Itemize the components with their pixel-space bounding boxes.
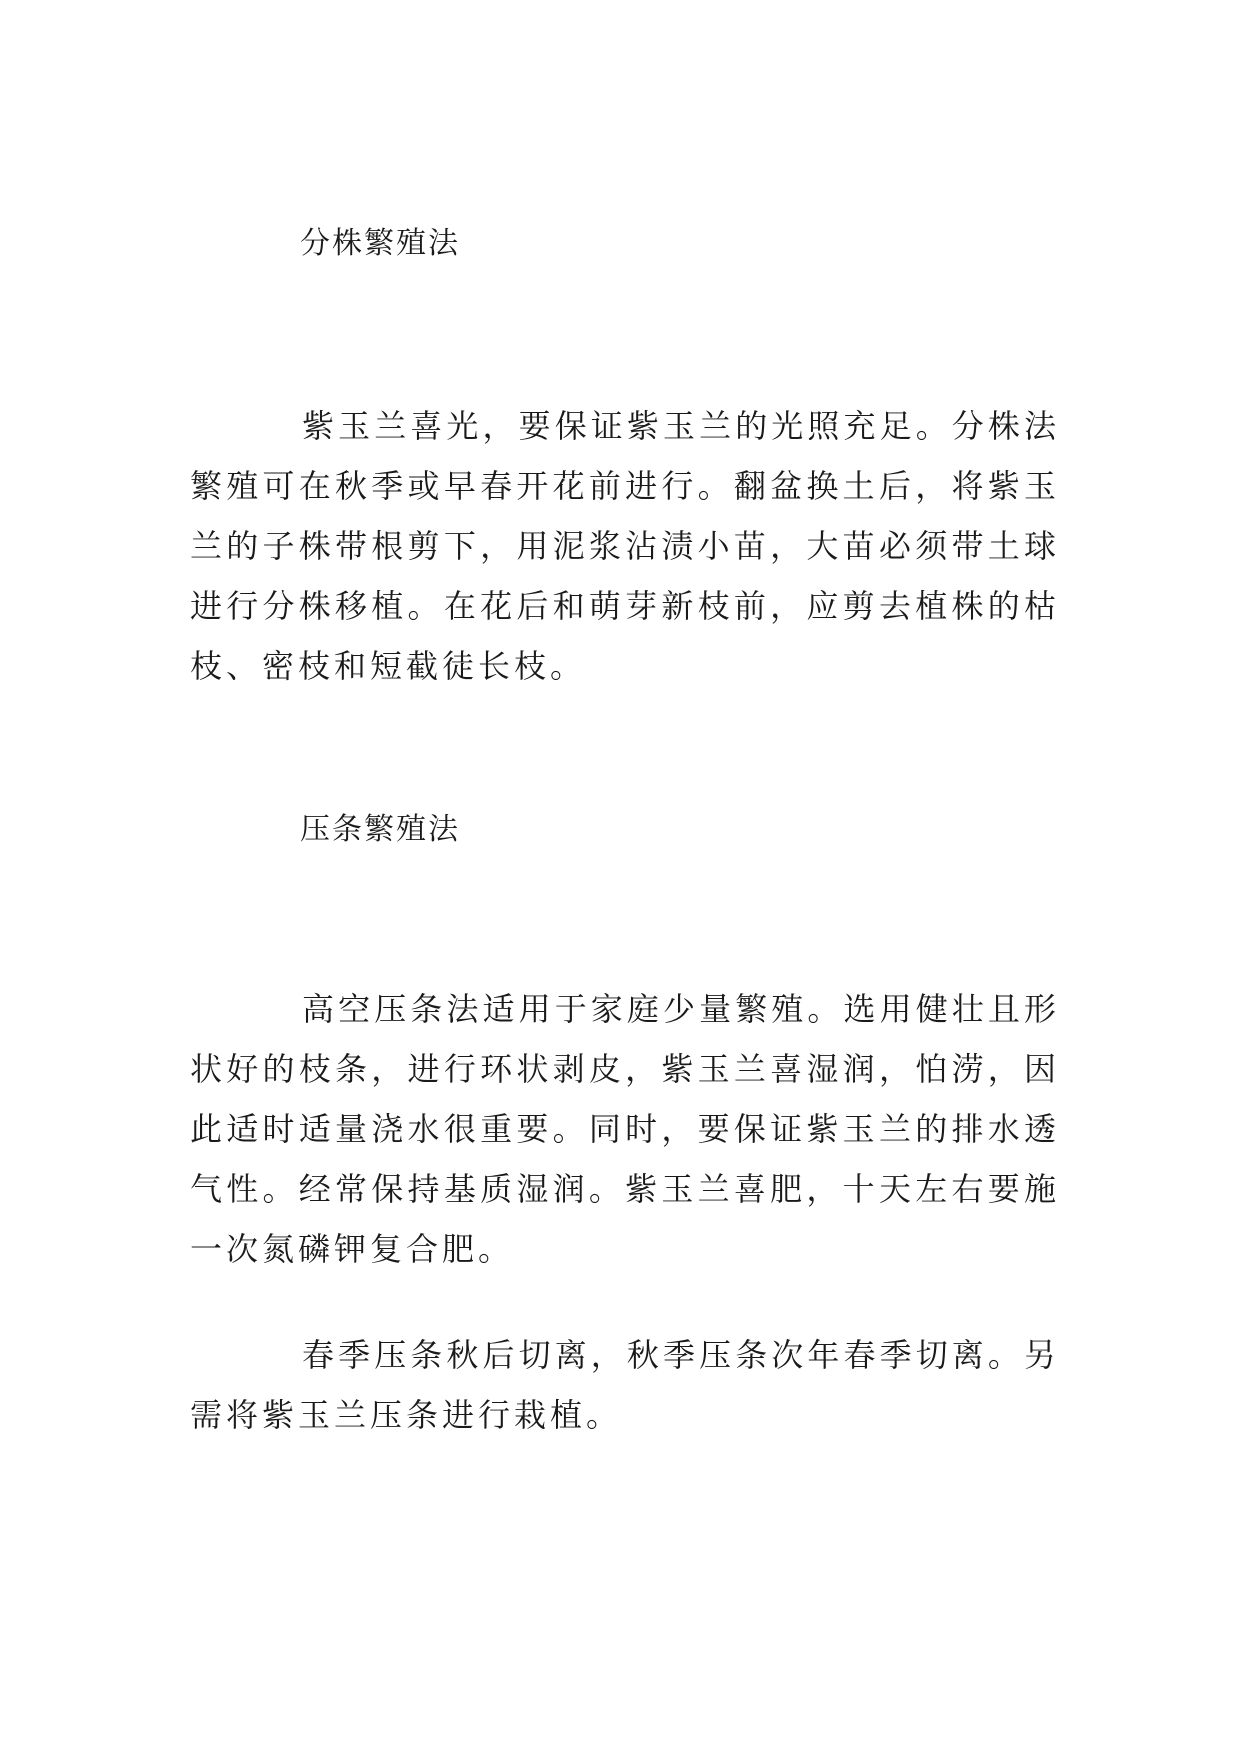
paragraph-layering-timing: 春季压条秋后切离，秋季压条次年春季切离。另需将紫玉兰压条进行栽植。	[190, 1336, 1060, 1434]
paragraph-air-layering: 高空压条法适用于家庭少量繁殖。选用健壮且形状好的枝条，进行环状剥皮，紫玉兰喜湿润，怕涝，因此适时适量浇水很重要。同时，要保证紫玉兰的排水透气性。经常保持基质湿润。紫玉兰喜肥，十天左右要施一次氮磷钾复合肥。	[190, 990, 1060, 1268]
section-heading-layering: 压条繁殖法	[300, 812, 460, 847]
paragraph-division-method: 紫玉兰喜光，要保证紫玉兰的光照充足。分株法繁殖可在秋季或早春开花前进行。翻盆换土后，将紫玉兰的子株带根剪下，用泥浆沾渍小苗，大苗必须带土球进行分株移植。在花后和萌芽新枝前，应剪去植株的枯枝、密枝和短截徒长枝。	[190, 407, 1060, 685]
section-heading-division: 分株繁殖法	[300, 226, 460, 261]
